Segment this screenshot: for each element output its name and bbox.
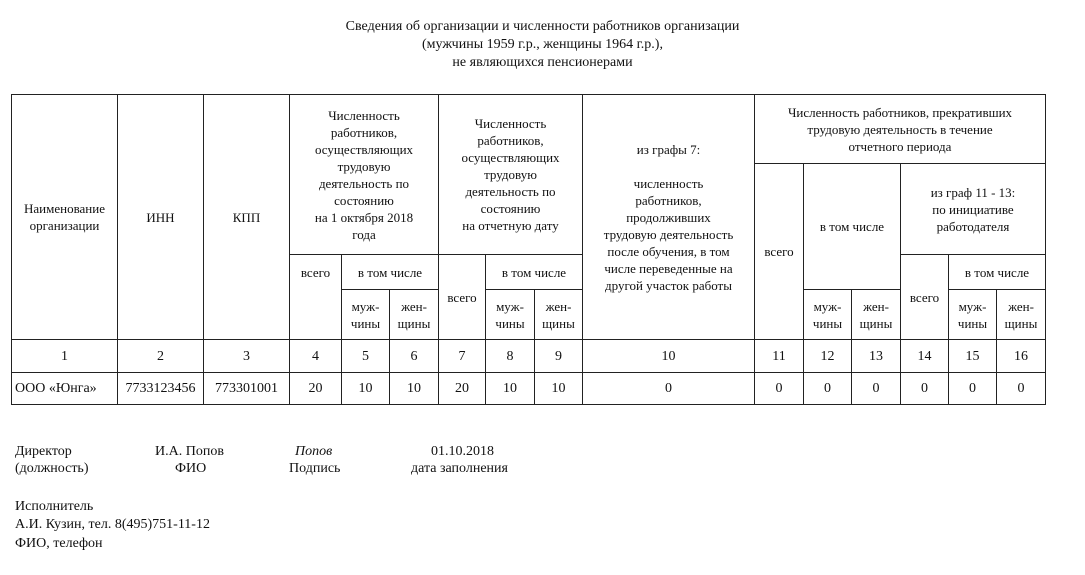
staff-table: [11, 94, 1046, 405]
cell-c15: 0: [949, 373, 997, 405]
header-oct-men: муж- чины: [342, 290, 390, 340]
cell-c5: 10: [342, 373, 390, 405]
executor-caption: ФИО, телефон: [15, 536, 103, 551]
header-continued-after-training: из графы 7: численность работников, продолживших трудовую деятельность после обучения, в том числе переведенные на другой участок работы: [583, 95, 755, 340]
header-oct-incl: в том числе: [342, 255, 439, 290]
header-report-incl: в том числе: [486, 255, 583, 290]
col-num: 14: [901, 340, 949, 373]
header-initiative-women: жен- щины: [997, 290, 1046, 340]
col-num: 15: [949, 340, 997, 373]
col-num: 7: [439, 340, 486, 373]
cell-c7: 20: [439, 373, 486, 405]
header-terminated-women: жен- щины: [852, 290, 901, 340]
cell-c4: 20: [290, 373, 342, 405]
date-value: 01.10.2018: [431, 444, 494, 459]
cell-inn: 7733123456: [118, 373, 204, 405]
header-report-total: всего: [439, 255, 486, 340]
header-initiative-incl: в том числе: [949, 255, 1046, 290]
table-row: [12, 373, 1046, 405]
header-terminated-men: муж- чины: [804, 290, 852, 340]
header-employer-initiative: из граф 11 - 13: по инициативе работодателя: [901, 164, 1046, 255]
fio-caption: ФИО: [175, 461, 207, 476]
header-terminated: Численность работников, прекративших трудовую деятельность в течение отчетного периода: [755, 95, 1046, 164]
header-inn: ИНН: [118, 95, 204, 340]
fio-value: И.А. Попов: [155, 444, 224, 459]
cell-kpp: 773301001: [204, 373, 290, 405]
executor-info: А.И. Кузин, тел. 8(495)751-11-12: [15, 517, 210, 532]
document-title: [0, 18, 1085, 72]
signature: Попов: [295, 444, 333, 459]
header-count-report: Численность работников, осуществляющих трудовую деятельность по состоянию на отчетную дату: [439, 95, 583, 255]
col-num: 12: [804, 340, 852, 373]
col-num: 9: [535, 340, 583, 373]
position-caption: (должность): [15, 461, 89, 476]
header-report-women: жен- щины: [535, 290, 583, 340]
cell-c14: 0: [901, 373, 949, 405]
cell-c13: 0: [852, 373, 901, 405]
col-num: 5: [342, 340, 390, 373]
col-num: 13: [852, 340, 901, 373]
title-line-3: не являющихся пенсионерами: [452, 55, 633, 70]
col-num: 8: [486, 340, 535, 373]
cell-c8: 10: [486, 373, 535, 405]
header-oct-women: жен- щины: [390, 290, 439, 340]
col-num: 2: [118, 340, 204, 373]
header-initiative-total: всего: [901, 255, 949, 340]
header-org-name: Наименование организации: [12, 95, 118, 340]
header-initiative-men: муж- чины: [949, 290, 997, 340]
header-count-oct: Численность работников, осуществляющих трудовую деятельность по состоянию на 1 октября 2018 года: [290, 95, 439, 255]
cell-c9: 10: [535, 373, 583, 405]
column-number-row: [12, 340, 1046, 373]
title-line-2: (мужчины 1959 г.р., женщины 1964 г.р.),: [422, 37, 663, 52]
col-num: 10: [583, 340, 755, 373]
col-num: 6: [390, 340, 439, 373]
signature-caption: Подпись: [289, 461, 341, 476]
col-num: 3: [204, 340, 290, 373]
header-report-men: муж- чины: [486, 290, 535, 340]
header-kpp: КПП: [204, 95, 290, 340]
col-num: 11: [755, 340, 804, 373]
col-num: 1: [12, 340, 118, 373]
col-num: 4: [290, 340, 342, 373]
header-oct-total: всего: [290, 255, 342, 340]
header-terminated-incl: в том числе: [804, 164, 901, 290]
position-value: Директор: [15, 444, 72, 459]
cell-c11: 0: [755, 373, 804, 405]
cell-c12: 0: [804, 373, 852, 405]
title-line-1: Сведения об организации и численности работников организации: [345, 19, 740, 34]
cell-c16: 0: [997, 373, 1046, 405]
cell-org-name: ООО «Юнга»: [12, 373, 118, 405]
cell-c10: 0: [583, 373, 755, 405]
col-num: 16: [997, 340, 1046, 373]
executor-label: Исполнитель: [15, 499, 94, 514]
cell-c6: 10: [390, 373, 439, 405]
header-terminated-total: всего: [755, 164, 804, 340]
date-caption: дата заполнения: [411, 461, 508, 476]
